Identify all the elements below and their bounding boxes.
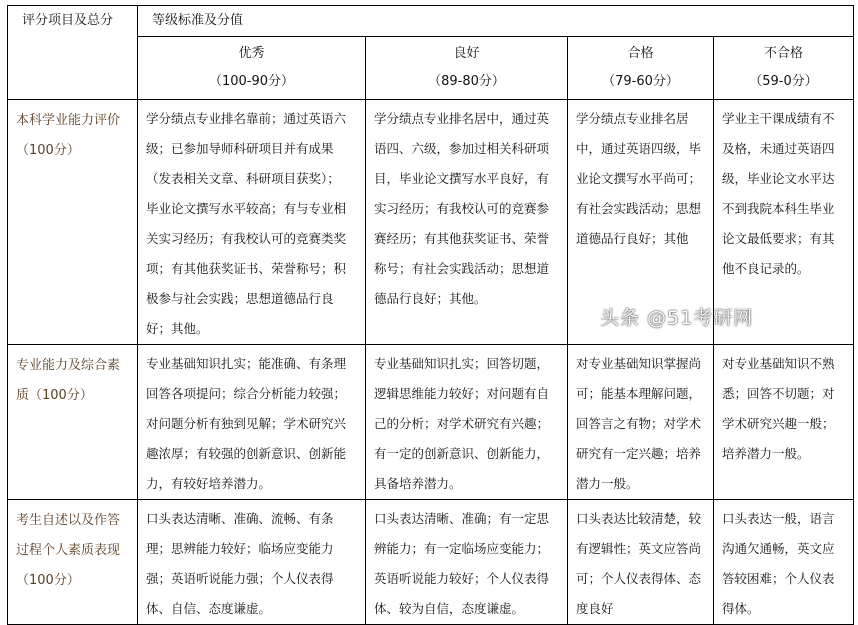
criteria-cell-line: 专业基础知识扎实；回答切题，	[374, 356, 550, 371]
criteria-cell	[568, 500, 714, 625]
criteria-cell-line: 答较困难；个人仪表	[722, 571, 835, 586]
criteria-cell-line: 有逻辑性；英文应答尚	[576, 541, 702, 556]
criteria-cell	[366, 345, 568, 500]
criteria-label	[8, 345, 138, 500]
criteria-cell-line: 回答言之有物；对学术	[576, 416, 702, 431]
criteria-cell-line: 学术研究兴趣一般；	[722, 416, 835, 431]
criteria-cell-line: 对专业基础知识不熟	[722, 356, 835, 371]
criteria-cell-line: 实习经历；有我校认可的竞赛参	[374, 201, 550, 216]
criteria-cell-line: 沟通欠通畅，英文应	[722, 541, 835, 556]
criteria-cell-line: 他不良记录的。	[722, 261, 810, 276]
criteria-cell-line: 力，有较好培养潜力。	[146, 476, 272, 491]
criteria-label-line: 质（100分）	[16, 388, 93, 403]
criteria-cell-line: 中，通过英语四级，毕	[576, 141, 702, 156]
criteria-cell	[366, 100, 568, 345]
criteria-label	[8, 100, 138, 345]
criteria-cell-line: 毕业论文撰写水平较高；有与专业相	[146, 201, 347, 216]
grade-header-1	[366, 37, 568, 100]
grade-header-3	[714, 37, 854, 100]
criteria-cell-line: 有一定的创新意识、创新能力，	[374, 446, 550, 461]
criteria-cell-line: 极参与社会实践；思想道德品行良	[146, 291, 334, 306]
criteria-cell-line: 对问题分析有独到见解；学术研究兴	[146, 416, 347, 431]
criteria-cell	[138, 100, 366, 345]
criteria-cell-line: 具备培养潜力。	[374, 476, 462, 491]
criteria-cell-line: 称号；有社会实践活动；思想道	[374, 261, 550, 276]
criteria-label-line: 过程个人素质表现	[16, 543, 121, 558]
grade-header-0	[138, 37, 366, 100]
criteria-cell-line: 专业基础知识扎实；能准确、有条理	[146, 356, 347, 371]
criteria-cell-line: 口头表达一般，语言	[722, 511, 835, 526]
criteria-cell	[366, 500, 568, 625]
criteria-row	[8, 500, 854, 625]
standard-column-header	[138, 6, 854, 37]
criteria-cell-line: 培养潜力一般。	[722, 446, 810, 461]
criteria-cell-line: 论文最低要求；有其	[722, 231, 835, 246]
criteria-cell-line: 度良好	[576, 601, 614, 616]
criteria-cell-line: 回答各项提问；综合分析能力较强；	[146, 386, 347, 401]
criteria-cell-line: 可；个人仪表得体、态	[576, 571, 702, 586]
criteria-cell-line: 及格，未通过英语四	[722, 141, 835, 156]
criteria-cell-line: 逻辑思维能力较好；对问题有自	[374, 386, 550, 401]
criteria-cell-line: 好；其他。	[146, 321, 209, 336]
criteria-label-line: 专业能力及综合素	[16, 358, 121, 373]
criteria-cell-line: 己的分析；对学术研究有兴趣；	[374, 416, 550, 431]
criteria-cell-line: 趣浓厚；有较强的创新意识、创新能	[146, 446, 347, 461]
grade-score-range: （59-0分）	[749, 74, 818, 89]
criteria-label-line: （100分）	[16, 573, 80, 588]
criteria-cell-line: 口头表达清晰、准确、流畅、有条	[146, 511, 334, 526]
criteria-cell-line: 辨能力；有一定临场应变能力；	[374, 541, 550, 556]
criteria-cell-line: 体、较为自信，态度谦虚。	[374, 601, 525, 616]
criteria-cell-line: 级；已参加导师科研项目并有成果	[146, 141, 334, 156]
criteria-label-line: （100分）	[16, 143, 80, 158]
criteria-cell-line: 得体。	[722, 601, 760, 616]
grade-name: 不合格	[764, 46, 804, 61]
criteria-cell	[138, 345, 366, 500]
criteria-cell-line: 口头表达清晰、准确；有一定思	[374, 511, 550, 526]
criteria-cell-line: 项；有其他获奖证书、荣誉称号；积	[146, 261, 347, 276]
criteria-cell-line: 赛经历；有其他获奖证书、荣誉	[374, 231, 550, 246]
criteria-cell	[138, 500, 366, 625]
item-column-header	[8, 6, 138, 100]
grade-name: 优秀	[238, 46, 265, 61]
criteria-cell-line: 学分绩点专业排名居中，通过英	[374, 111, 550, 126]
grade-score-range: （100-90分）	[208, 74, 295, 89]
criteria-label-line: 考生自述以及作答	[16, 513, 121, 528]
criteria-cell-line: 学分绩点专业排名靠前；通过英语六	[146, 111, 347, 126]
criteria-cell	[714, 500, 854, 625]
item-column-header-text: 评分项目及总分	[22, 13, 114, 28]
criteria-cell-line: 理；思辨能力较好；临场应变能力	[146, 541, 334, 556]
criteria-cell-line: 学分绩点专业排名居	[576, 111, 689, 126]
criteria-label-line: 本科学业能力评价	[16, 113, 121, 128]
criteria-cell-line: 业论文撰写水平尚可；	[576, 171, 702, 186]
criteria-cell-line: 潜力一般。	[576, 476, 639, 491]
criteria-cell-line: 英语听说能力较好；个人仪表得	[374, 571, 550, 586]
criteria-cell-line: 语四、六级，参加过相关科研项	[374, 141, 550, 156]
header-row	[8, 6, 854, 37]
criteria-cell-line: 可；能基本理解问题，	[576, 386, 702, 401]
grade-header-2	[568, 37, 714, 100]
criteria-cell-line: 学业主干课成绩有不	[722, 111, 835, 126]
criteria-cell-line: 悉；回答不切题；对	[722, 386, 835, 401]
criteria-cell-line: 对专业基础知识掌握尚	[576, 356, 702, 371]
criteria-cell-line: 研究有一定兴趣；培养	[576, 446, 702, 461]
grade-name: 合格	[627, 46, 654, 61]
criteria-cell-line: 关实习经历；有我校认可的竞赛类奖	[146, 231, 347, 246]
criteria-cell-line: 强；英语听说能力强；个人仪表得	[146, 571, 334, 586]
criteria-cell-line: 不到我院本科生毕业	[722, 201, 835, 216]
watermark: 头条 @51考研网	[600, 307, 754, 329]
grade-name: 良好	[453, 46, 480, 61]
criteria-row	[8, 345, 854, 500]
criteria-cell-line: 道德品行良好；其他	[576, 231, 689, 246]
grade-score-range: （89-80分）	[428, 74, 505, 89]
criteria-cell-line: （发表相关文章、科研项目获奖）；	[146, 171, 340, 186]
grade-score-range: （79-60分）	[602, 74, 679, 89]
criteria-cell-line: 体、自信、态度谦虚。	[146, 601, 272, 616]
criteria-cell-line: 目，毕业论文撰写水平良好，有	[374, 171, 550, 186]
criteria-cell-line: 口头表达比较清楚，较	[576, 511, 702, 526]
criteria-label	[8, 500, 138, 625]
criteria-cell-line: 德品行良好；其他。	[374, 291, 487, 306]
criteria-cell	[568, 345, 714, 500]
criteria-cell-line: 有社会实践活动；思想	[576, 201, 702, 216]
criteria-cell-line: 级，毕业论文水平达	[722, 171, 835, 186]
standard-column-header-text: 等级标准及分值	[152, 13, 244, 28]
criteria-cell	[714, 345, 854, 500]
